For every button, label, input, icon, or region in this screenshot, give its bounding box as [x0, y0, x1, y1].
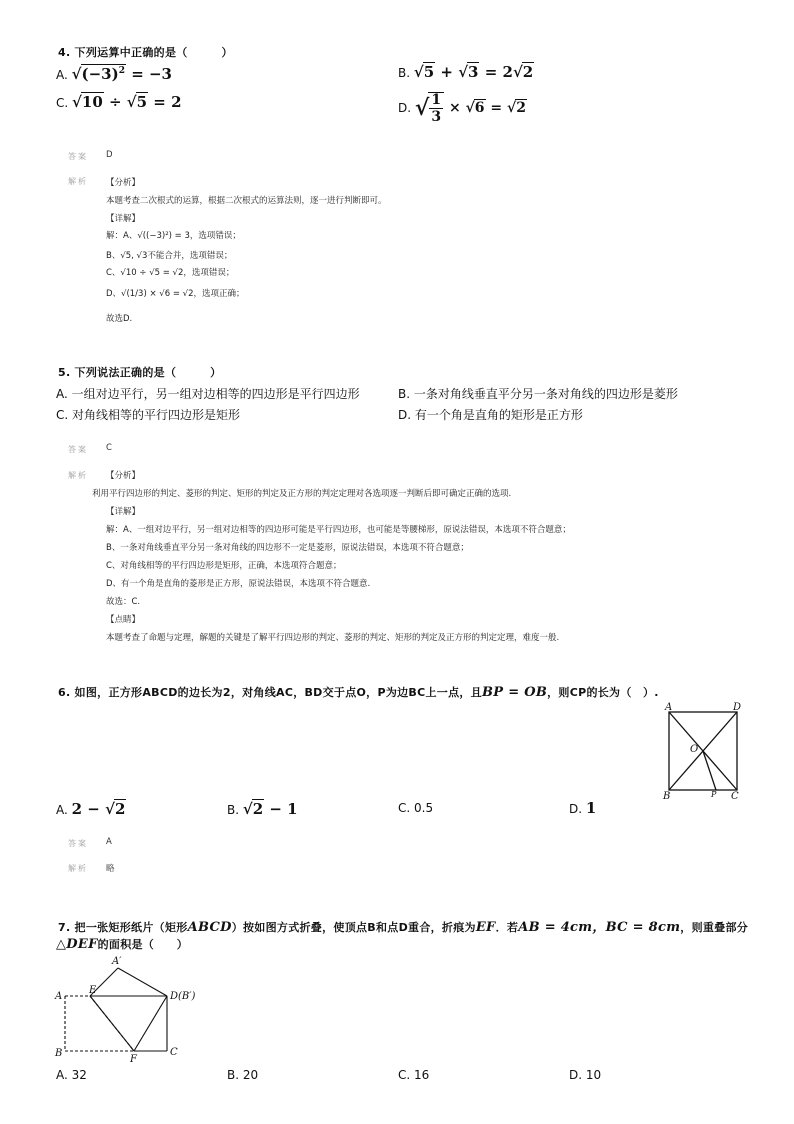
option-label: D.: [398, 101, 412, 115]
option-label: C.: [398, 801, 411, 815]
q4-option-d[interactable]: [398, 92, 527, 124]
q5-answer: C: [106, 443, 112, 453]
q7-math-ef: EF: [475, 920, 496, 935]
q4-detail-a: 解：A、√((−3)²) = 3，选项错误；: [106, 231, 241, 241]
q6-stem-text-a: 6. 如图，正方形ABCD的边长为2，对角线AC，BD交于点O，P为边BC上一点，且: [58, 686, 482, 699]
label-b: B: [663, 791, 671, 800]
label-o: O: [690, 744, 699, 755]
q7-stem-text-b: ）按如图方式折叠，使顶点B和点D重合，折痕为: [231, 921, 476, 934]
q5-detail-heading: 【详解】: [106, 507, 141, 517]
q4-option-a-math: $√(-3)^2 = -3$: [71, 65, 172, 83]
q4-option-c[interactable]: [56, 92, 182, 111]
label-c: C: [731, 791, 739, 800]
q6-stem-math: BP = OB: [482, 685, 548, 700]
q7-option-d[interactable]: D. 10: [569, 1068, 602, 1082]
q5-detail-d: D、有一个角是直角的菱形是正方形，原说法错误，本选项不符合题意.: [106, 579, 371, 589]
q5-comment-heading: 【点睛】: [106, 615, 141, 625]
q7-stem-text-e: 的面积是（ ）: [97, 938, 189, 951]
label-f: F: [130, 1054, 137, 1065]
analysis-label: 解析: [68, 177, 88, 186]
q5-stem: 5. 下列说法正确的是（ ）: [58, 366, 222, 379]
q6-analysis: 略: [106, 864, 115, 874]
q7-stem-text-c: ．若: [495, 921, 519, 934]
label-b: B: [55, 1048, 63, 1059]
q5-detail-a: 解：A、一组对边平行，另一组对边相等的四边形可能是平行四边形，也可能是等腰梯形，原说法错误，本选项不符合题意；: [106, 525, 571, 535]
q5-detail-b: B、一条对角线垂直平分另一条对角线的四边形不一定是菱形，原说法错误，本选项不符合题意；: [106, 543, 469, 553]
option-label: D.: [569, 802, 583, 816]
q6-stem-text-b: ，则CP的长为（ ）.: [547, 686, 659, 699]
option-label: C.: [56, 96, 69, 110]
answer-label: 答案: [68, 152, 88, 161]
q5-analysis-text: 利用平行四边形的判定、菱形的判定、矩形的判定及正方形的判定定理对各选项逐一判断后即可确定正确的选项.: [92, 489, 512, 499]
label-d-b-prime: D(B′): [170, 991, 196, 1002]
q6-option-b-math: √2 − 1: [242, 800, 298, 818]
q7-stem-line1: [58, 916, 748, 935]
answer-label: 答案: [68, 839, 88, 848]
label-d: D: [733, 702, 742, 713]
q6-option-c[interactable]: [398, 801, 433, 815]
q6-option-d-math: 1: [585, 799, 597, 817]
q6-option-a-math: 2 − √2: [71, 800, 126, 818]
q4-option-c-math: √10 ÷ √5 = 2: [72, 93, 182, 111]
label-p: P: [711, 790, 717, 799]
q7-stem-text-d: ，则重叠部分: [680, 921, 749, 934]
option-label: B.: [398, 66, 411, 80]
q4-option-a[interactable]: [56, 64, 172, 83]
q5-analysis-heading: 【分析】: [106, 471, 141, 481]
q7-stem-text-a: 7. 把一张矩形纸片（矩形: [58, 921, 188, 934]
q6-option-b[interactable]: [227, 799, 298, 818]
q4-option-b-math: √5 + √3 = 2√2: [413, 63, 534, 81]
answer-label: 答案: [68, 445, 88, 454]
q4-option-d-math: √ $\frac{1}{3}$ × √6 = √2: [414, 92, 526, 125]
q5-option-d[interactable]: D. 有一个角是直角的矩形是正方形: [398, 408, 583, 422]
option-label: A.: [56, 68, 68, 82]
q7-option-a[interactable]: A. 32: [56, 1068, 87, 1082]
q6-option-d[interactable]: [569, 799, 596, 817]
q7-option-b[interactable]: B. 20: [227, 1068, 259, 1082]
q4-detail-c: C、√10 ÷ √5 = √2，选项错误；: [106, 268, 235, 278]
q5-option-a[interactable]: A. 一组对边平行，另一组对边相等的四边形是平行四边形: [56, 387, 360, 401]
analysis-label: 解析: [68, 864, 88, 873]
q4-stem: 4. 下列运算中正确的是（ ）: [58, 46, 233, 59]
q6-option-a[interactable]: [56, 799, 126, 818]
q5-conclusion: 故选：C.: [106, 597, 141, 607]
q6-answer: A: [106, 837, 112, 847]
option-label: A.: [56, 803, 68, 817]
q7-fold-figure: [50, 950, 200, 1065]
option-label: B.: [227, 803, 240, 817]
analysis-label: 解析: [68, 471, 88, 480]
label-c: C: [170, 1047, 178, 1058]
label-e: E: [89, 985, 97, 996]
q5-comment-text: 本题考查了命题与定理，解题的关键是了解平行四边形的判定、菱形的判定、矩形的判定及正方形的判定定理，难度一般.: [106, 633, 560, 643]
q5-detail-c: C、对角线相等的平行四边形是矩形，正确，本选项符合题意；: [106, 561, 342, 571]
q5-option-c[interactable]: C. 对角线相等的平行四边形是矩形: [56, 408, 241, 422]
label-a-prime: A′: [112, 956, 122, 967]
q4-detail-heading: 【详解】: [106, 214, 141, 224]
q5-option-b[interactable]: B. 一条对角线垂直平分另一条对角线的四边形是菱形: [398, 387, 678, 401]
q7-option-c[interactable]: C. 16: [398, 1068, 430, 1082]
q4-detail-b: B、√5, √3不能合并，选项错误；: [106, 251, 233, 261]
q4-conclusion: 故选D.: [106, 314, 133, 324]
q4-option-b[interactable]: [398, 62, 534, 81]
q7-math-lengths: AB = 4cm，BC = 8cm: [518, 920, 681, 935]
q4-answer: D: [106, 150, 113, 160]
q4-analysis-text: 本题考查二次根式的运算，根据二次根式的运算法则，逐一进行判断即可。: [106, 196, 387, 206]
q4-analysis-heading: 【分析】: [106, 178, 141, 188]
q7-math-abcd: ABCD: [187, 920, 232, 935]
q4-detail-d: D、√(1/3) × √6 = √2，选项正确；: [106, 289, 245, 299]
label-a: A: [55, 991, 63, 1002]
q6-stem: [58, 684, 659, 700]
q6-option-c-text: 0.5: [414, 801, 434, 815]
label-a: A: [665, 702, 673, 713]
q7-math-triangle: △DEF: [56, 937, 98, 952]
q6-square-figure: [660, 700, 750, 800]
